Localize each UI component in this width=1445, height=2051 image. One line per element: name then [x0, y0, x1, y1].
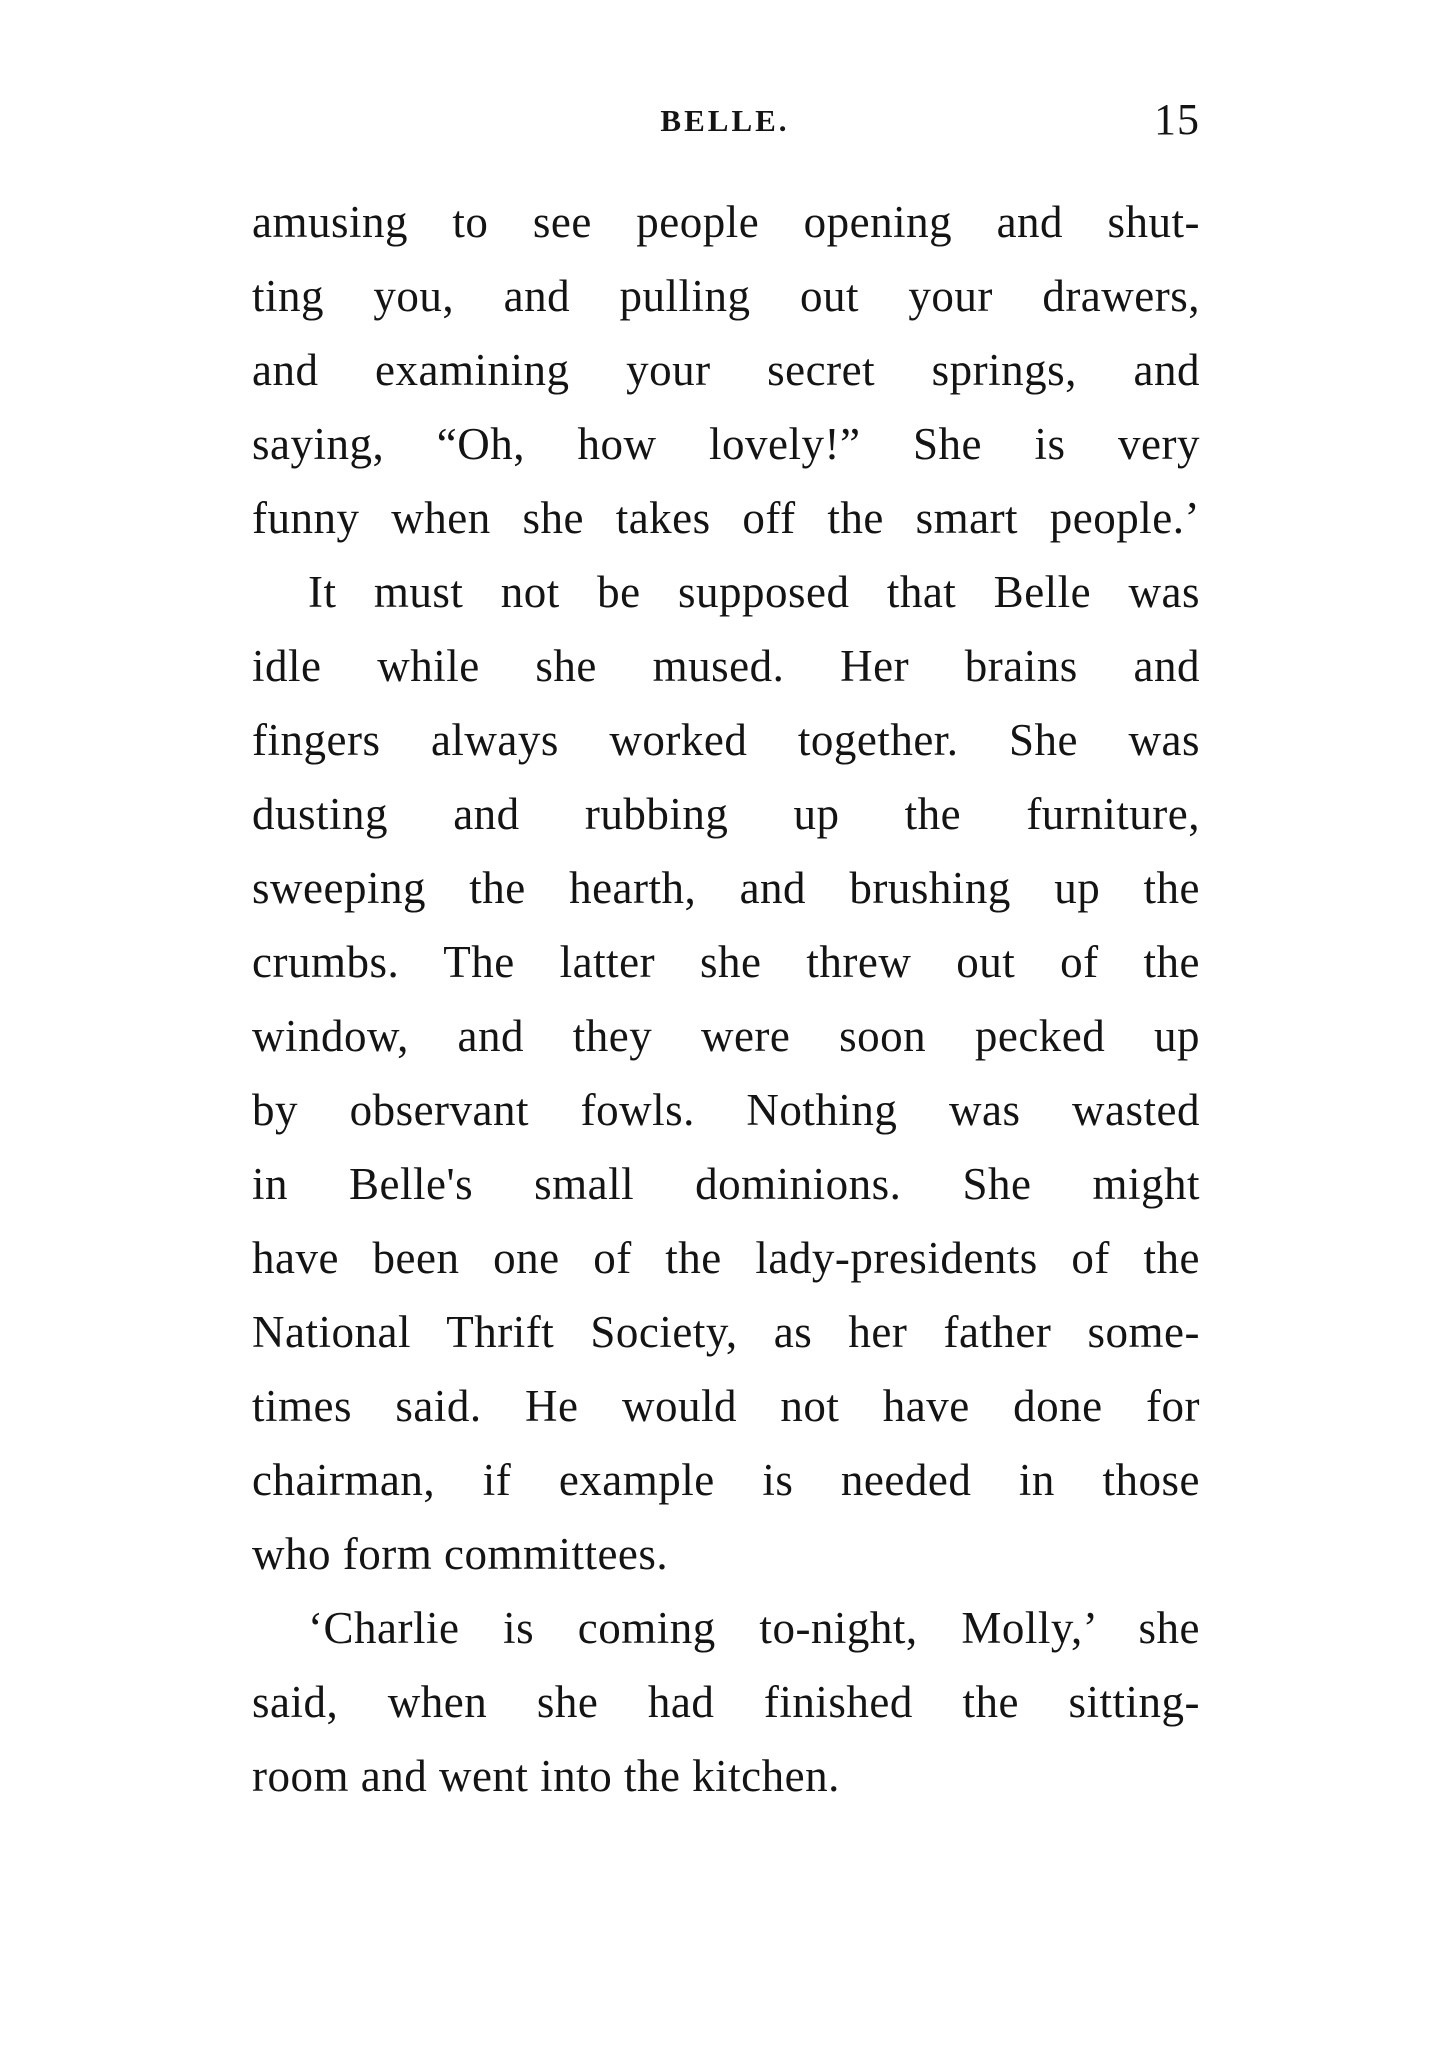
text-line: dusting and rubbing up the furniture,	[252, 789, 1200, 839]
page-number: 15	[1154, 95, 1200, 144]
paragraph-start-line: It must not be supposed that Belle was	[308, 567, 1200, 617]
text-line: in Belle's small dominions. She might	[252, 1159, 1200, 1209]
text-line: saying, “Oh, how lovely!” She is very	[252, 419, 1200, 469]
text-line: window, and they were soon pecked up	[252, 1011, 1200, 1061]
paragraph-end-line: who form committees.	[252, 1529, 669, 1579]
text-line: by observant fowls. Nothing was wasted	[252, 1085, 1200, 1135]
text-line: amusing to see people opening and shut-	[252, 197, 1200, 247]
text-line: ting you, and pulling out your drawers,	[252, 271, 1200, 321]
paragraph-end-line: room and went into the kitchen.	[252, 1751, 840, 1801]
text-line: fingers always worked together. She was	[252, 715, 1200, 765]
text-line: have been one of the lady-presidents of the	[252, 1233, 1200, 1283]
text-line: sweeping the hearth, and brushing up the	[252, 863, 1200, 913]
text-line: idle while she mused. Her brains and	[252, 641, 1200, 691]
body-text	[252, 185, 1200, 1813]
paragraph-start-line: ‘Charlie is coming to-night, Molly,’ she	[308, 1603, 1200, 1653]
text-line: and examining your secret springs, and	[252, 345, 1200, 395]
text-line: funny when she takes off the smart people.’	[252, 493, 1200, 543]
text-line: chairman, if example is needed in those	[252, 1455, 1200, 1505]
text-line: said, when she had finished the sitting-	[252, 1677, 1200, 1727]
text-line: crumbs. The latter she threw out of the	[252, 937, 1200, 987]
running-title: BELLE.	[660, 103, 790, 138]
text-line: National Thrift Society, as her father some-	[252, 1307, 1200, 1357]
text-line: times said. He would not have done for	[252, 1381, 1200, 1431]
running-header	[250, 96, 1200, 146]
